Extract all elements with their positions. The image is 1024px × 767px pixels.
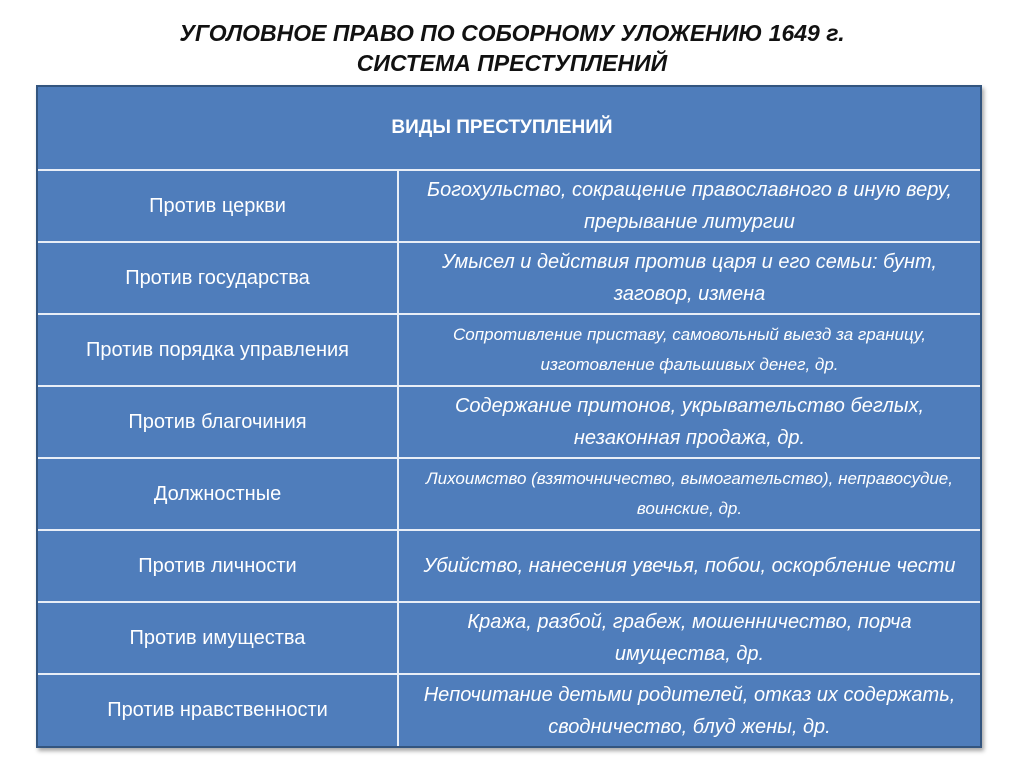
crime-type-morality: Против нравственности xyxy=(38,675,399,746)
table-row xyxy=(38,675,980,746)
crime-description-person: Убийство, нанесения увечья, побои, оскорбление чести xyxy=(423,555,956,577)
table-header xyxy=(38,87,980,171)
crimes-table xyxy=(36,85,982,748)
crime-type-state: Против государства xyxy=(38,243,399,313)
title-line-2: СИСТЕМА ПРЕСТУПЛЕНИЙ xyxy=(356,50,668,76)
table-row xyxy=(38,171,980,243)
table-header-label: ВИДЫ ПРЕСТУПЛЕНИЙ xyxy=(391,117,613,138)
crime-description-property: Кража, разбой, грабеж, мошенничество, порча имущества, др. xyxy=(467,611,912,665)
crime-type-person: Против личности xyxy=(38,531,399,601)
crime-description-decorum: Содержание притонов, укрывательство беглых, незаконная продажа, др. xyxy=(454,395,925,449)
table-row xyxy=(38,315,980,387)
crime-description-official: Лихоимство (взяточничество, вымогательство), неправосудие, воинские, др. xyxy=(426,469,953,518)
table-row xyxy=(38,459,980,531)
crime-type-property: Против имущества xyxy=(38,603,399,673)
table-row xyxy=(38,531,980,603)
crime-type-official: Должностные xyxy=(38,459,399,529)
table-row xyxy=(38,243,980,315)
table-row xyxy=(38,387,980,459)
page-title xyxy=(0,18,1024,78)
table-row xyxy=(38,603,980,675)
title-line-1: УГОЛОВНОЕ ПРАВО ПО СОБОРНОМУ УЛОЖЕНИЮ 1649 г. xyxy=(179,20,845,46)
crime-description-morality: Непочитание детьми родителей, отказ их содержать, сводничество, блуд жены, др. xyxy=(423,683,956,738)
crime-description-administration: Сопротивление приставу, самовольный выезд за границу, изготовление фальшивых денег, др. xyxy=(453,325,926,374)
crime-type-administration: Против порядка управления xyxy=(38,315,399,385)
crime-type-decorum: Против благочиния xyxy=(38,387,399,457)
crime-type-church: Против церкви xyxy=(38,171,399,241)
crime-description-state: Умысел и действия против царя и его семьи: бунт, заговор, измена xyxy=(442,251,937,305)
crime-description-church: Богохульство, сокращение православного в иную веру, прерывание литургии xyxy=(427,179,952,233)
